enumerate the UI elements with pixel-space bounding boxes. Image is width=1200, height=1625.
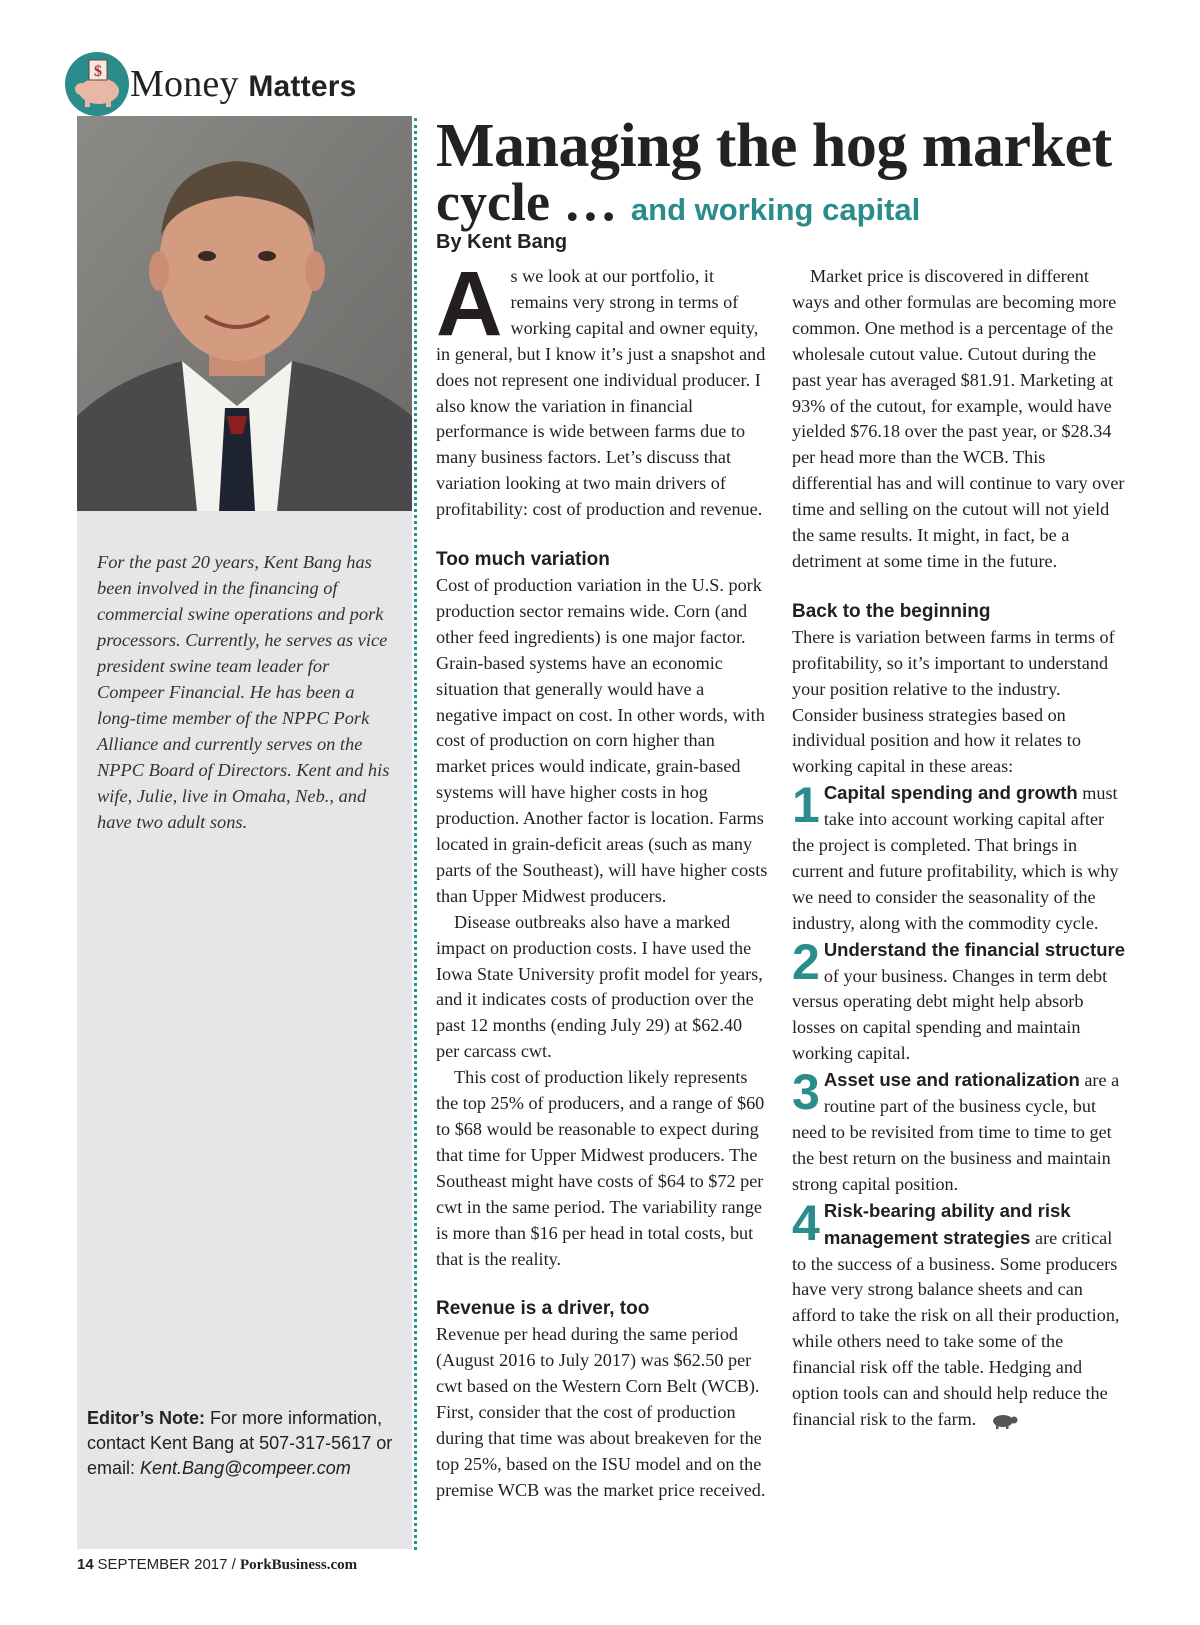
headline-cycle: cycle …: [436, 172, 618, 232]
headline-line-1: Managing the hog market: [436, 112, 1112, 180]
list-item-heading: Asset use and rationalization: [823, 1069, 1080, 1091]
section-header: [64, 50, 356, 118]
section-title: [130, 62, 356, 106]
list-item-1: [792, 777, 1127, 936]
section-title-money: Money: [130, 63, 239, 105]
editors-note: [87, 1406, 407, 1481]
list-item-heading: Capital spending and growth: [823, 782, 1078, 804]
author-bio: For the past 20 years, Kent Bang has been involved in the financing of commercial swine operations and pork processors. Currently, he serves as vice president swine team leader for Compeer Financial. He has been a long-time member of the NPPC Pork Alliance and currently serves on the NPPC Board of Directors. Kent and his wife, Julie, live in Omaha, Neb., and have two adult sons.: [97, 552, 390, 832]
drop-cap: A: [436, 253, 503, 355]
author-sidebar: [77, 116, 412, 1549]
list-item-text: are critical to the success of a business. Some producers have very strong balance sheets and can afford to take the risk on all their production, while others need to take some of the financial risk off the table. Hedging and option tools can and should help reduce the financial risk to the farm.: [792, 1227, 1120, 1429]
list-number: 2: [792, 933, 820, 990]
heading-too-much-variation: Too much variation: [436, 549, 610, 571]
heading-revenue-driver: Revenue is a driver, too: [436, 1298, 650, 1320]
list-number: 4: [792, 1194, 820, 1251]
paragraph-variation-2: Disease outbreaks also have a marked impact on production costs. I have used the Iowa State University profit model for years, and it indicates costs of production over the past 12 months (ending July 29) at $62.40 per carcass cwt.: [436, 911, 763, 1062]
list-item-heading: Risk-bearing ability and risk management strategies: [823, 1199, 1071, 1248]
page-footer: [77, 1556, 357, 1574]
article-column-2: [792, 264, 1127, 1433]
author-photo: [77, 116, 412, 511]
paragraph-variation-1: Cost of production variation in the U.S. pork production sector remains wide. Corn (and other feed ingredients) is one major factor. Grain-based systems have an economic situation that generally would have a negative impact on cost. In other words, with cost of production on corn higher than market prices would indicate, grain-based systems will have higher costs in hog production. Another factor is location. Farms located in grain-deficit areas (such as many parts of the Southeast), will have higher costs than Upper Midwest producers.: [436, 574, 768, 906]
list-item-text: are a routine part of the business cycle, but need to be revisited from time to time to get the best return on the business and maintain strong capital position.: [792, 1070, 1120, 1194]
byline: By Kent Bang: [436, 231, 568, 253]
headline-subtitle: and working capital: [630, 192, 921, 227]
issue-date: SEPTEMBER 2017 /: [97, 1556, 240, 1573]
intro-text: s we look at our portfolio, it remains very strong in terms of working capital and owner equity, in general, but I know it’s just a snapshot and does not represent one individual producer. I also know the variation in financial performance is wide between farms due to many business factors. Let’s discuss that variation looking at two main drivers of profitability: cost of production and revenue.: [436, 266, 766, 520]
list-item-text: of your business. Changes in term debt versus operating debt might help absorb losses on capital spending and maintain working capital.: [792, 965, 1108, 1064]
paragraph-variation-3: This cost of production likely represents the top 25% of producers, and a range of $60 to $68 would be reasonable to expect during that time for Upper Midwest producers. The Southeast might have costs of $64 to $72 per cwt in the same period. The variability range is more than $16 per head in total costs, but that is the reality.: [436, 1067, 765, 1269]
section-title-matters: Matters: [248, 70, 357, 103]
numbered-list: [792, 777, 1127, 1433]
pig-end-mark-icon: [990, 1413, 1018, 1429]
list-item-text: must take into account working capital after the project is completed. That brings in current and future profitability, which is why we need to consider the seasonality of the industry, along with the commodity cycle.: [792, 783, 1119, 933]
page-number: 14: [77, 1556, 94, 1573]
list-item-3: [792, 1064, 1127, 1198]
list-number: 3: [792, 1064, 820, 1121]
list-item-2: [792, 933, 1127, 1068]
list-item-4: [792, 1194, 1127, 1433]
svg-text:$: $: [94, 63, 102, 80]
heading-back-to-beginning: Back to the beginning: [792, 600, 991, 622]
editors-note-text: For more information, contact Kent Bang at 507-317-5617 or email:: [87, 1408, 393, 1478]
paragraph-revenue-2: Market price is discovered in different ways and other formulas are becoming more common. One method is a percentage of the wholesale cutout value. Cutout during the past year has averaged $81.91. Marketing at 93% of the cutout, for example, would have yielded $76.18 over the past year, or $28.34 per head more than the WCB. This differential has and will continue to vary over time and selling on the cutout will not yield the same results. It might, in fact, be a detriment at some time in the future.: [792, 266, 1125, 571]
piggy-bank-icon: [64, 51, 130, 117]
paragraph-back: There is variation between farms in terms of profitability, so it’s important to understand your position relative to the industry. Consider business strategies based on individual position and how it relates to working capital in these areas:: [792, 626, 1115, 777]
article-headline: [436, 110, 1112, 246]
article-column-1: [436, 253, 768, 1504]
site-name[interactable]: PorkBusiness.com: [240, 1557, 358, 1573]
editors-note-email[interactable]: Kent.Bang@compeer.com: [140, 1458, 351, 1478]
list-item-heading: Understand the financial structure: [823, 938, 1126, 960]
intro-paragraph: [436, 253, 768, 523]
paragraph-revenue-1: Revenue per head during the same period (August 2016 to July 2017) was $62.50 per cwt based on the Western Corn Belt (WCB). First, consider that the cost of production during that time was about breakeven for the top 25%, based on the ISU model and on the premise WCB was the market price received.: [436, 1324, 766, 1500]
author-portrait-image: [77, 116, 412, 511]
list-number: 1: [792, 777, 820, 834]
editors-note-label: Editor’s Note:: [87, 1408, 206, 1428]
dotted-divider: [414, 118, 417, 1550]
